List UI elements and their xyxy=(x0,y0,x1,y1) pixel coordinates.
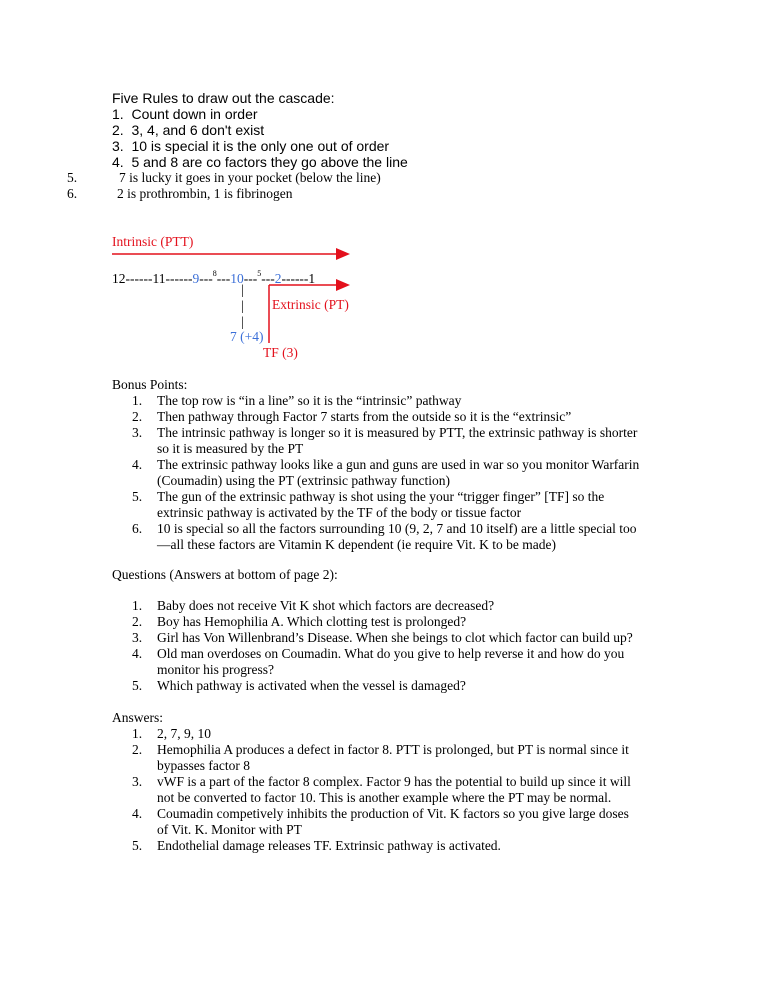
item-line: —all these factors are Vitamin K dependent (ie require Vit. K to be made) xyxy=(157,537,556,552)
rule-text: 7 is lucky it goes in your pocket (below the line) xyxy=(119,170,381,185)
item-line: extrinsic pathway is activated by the TF of the body or tissue factor xyxy=(157,505,522,520)
item-number: 1. xyxy=(132,393,143,408)
item-number: 5. xyxy=(132,678,143,693)
item-line: Then pathway through Factor 7 starts from the outside so it is the “extrinsic” xyxy=(157,409,572,424)
item-line: The gun of the extrinsic pathway is shot using the your “trigger finger” [TF] so the xyxy=(157,489,605,504)
bonus-item xyxy=(112,425,672,457)
item-line: Boy has Hemophilia A. Which clotting test is prolonged? xyxy=(157,614,467,629)
item-number: 6. xyxy=(132,521,143,536)
answer-item xyxy=(112,742,672,774)
item-line: Baby does not receive Vit K shot which factors are decreased? xyxy=(157,598,495,613)
intrinsic-arrowhead xyxy=(336,248,350,260)
item-line: Old man overdoses on Coumadin. What do you give to help reverse it and how do you xyxy=(157,646,625,661)
extrinsic-arrowhead xyxy=(336,279,350,291)
rule-number: 4. xyxy=(112,154,124,170)
factor-9: 9 xyxy=(192,271,200,286)
rule-text: 3, 4, and 6 don't exist xyxy=(131,122,265,138)
bonus-item xyxy=(112,409,672,425)
answer-item xyxy=(112,726,672,742)
connector: --- xyxy=(216,271,231,286)
pipe: | xyxy=(241,314,244,329)
answer-item xyxy=(112,774,672,806)
rule-number: 1. xyxy=(112,106,124,122)
bonus-item xyxy=(112,521,672,553)
pipe: | xyxy=(241,298,244,313)
item-line: (Coumadin) using the PT (extrinsic pathway function) xyxy=(157,473,450,488)
item-number: 4. xyxy=(132,806,143,821)
item-line: Hemophilia A produces a defect in factor 8. PTT is prolonged, but PT is normal since it xyxy=(157,742,629,757)
item-number: 1. xyxy=(132,598,143,613)
bonus-item xyxy=(112,457,672,489)
bonus-list xyxy=(112,393,672,553)
connector: --- xyxy=(199,271,213,286)
bonus-heading: Bonus Points: xyxy=(112,377,188,392)
bonus-item xyxy=(112,489,672,521)
item-number: 5. xyxy=(132,838,143,853)
item-line: The top row is “in a line” so it is the “intrinsic” pathway xyxy=(157,393,462,408)
item-line: 2, 7, 9, 10 xyxy=(157,726,211,741)
item-line: vWF is a part of the factor 8 complex. Factor 9 has the potential to build up since it will xyxy=(157,774,631,789)
factor-5: 5 xyxy=(257,269,262,278)
pathway-arrows xyxy=(0,0,768,400)
rule-number: 5. xyxy=(67,170,78,185)
item-number: 5. xyxy=(132,489,143,504)
cascade-row xyxy=(112,266,315,287)
answer-item xyxy=(112,806,672,838)
question-item xyxy=(112,598,672,614)
connector: --- xyxy=(243,271,258,286)
rule-number: 3. xyxy=(112,138,124,154)
item-number: 3. xyxy=(132,630,143,645)
item-line: of Vit. K. Monitor with PT xyxy=(157,822,302,837)
factor-2: 2 xyxy=(274,271,282,286)
item-line: monitor his progress? xyxy=(157,662,274,677)
item-line: Endothelial damage releases TF. Extrinsic pathway is activated. xyxy=(157,838,501,853)
question-item xyxy=(112,614,672,630)
tissue-factor: TF (3) xyxy=(263,345,298,360)
factor-1: ------1 xyxy=(281,271,316,286)
rule-text: Count down in order xyxy=(131,106,258,122)
item-number: 2. xyxy=(132,409,143,424)
item-number: 3. xyxy=(132,425,143,440)
bonus-item xyxy=(112,393,672,409)
item-line: 10 is special so all the factors surrounding 10 (9, 2, 7 and 10 itself) are a little special too xyxy=(157,521,637,536)
item-line: The extrinsic pathway looks like a gun and guns are used in war so you monitor Warfarin xyxy=(157,457,640,472)
item-line: so it is measured by the PT xyxy=(157,441,304,456)
connector: --- xyxy=(261,271,275,286)
item-line: bypasses factor 8 xyxy=(157,758,250,773)
item-line: Girl has Von Willenbrand’s Disease. When she beings to clot which factor can build up? xyxy=(157,630,633,645)
item-line: Coumadin competively inhibits the production of Vit. K factors so you give large doses xyxy=(157,806,629,821)
rule-number: 2. xyxy=(112,122,124,138)
rule-text: 2 is prothrombin, 1 is fibrinogen xyxy=(117,186,293,201)
intrinsic-label: Intrinsic (PTT) xyxy=(112,234,194,249)
answers-list xyxy=(112,726,672,854)
factor-10: 10 xyxy=(230,271,244,286)
item-number: 4. xyxy=(132,457,143,472)
item-number: 2. xyxy=(132,614,143,629)
question-item xyxy=(112,646,672,678)
rule-text: 5 and 8 are co factors they go above the line xyxy=(131,154,408,170)
item-number: 2. xyxy=(132,742,143,757)
rule-number: 6. xyxy=(67,186,78,201)
factor-12-11: 12------11------ xyxy=(112,271,193,286)
extrinsic-label: Extrinsic (PT) xyxy=(272,297,349,312)
item-number: 4. xyxy=(132,646,143,661)
question-item xyxy=(112,678,672,694)
item-line: Which pathway is activated when the vessel is damaged? xyxy=(157,678,466,693)
pipe: | xyxy=(241,282,244,297)
answer-item xyxy=(112,838,672,854)
item-line: The intrinsic pathway is longer so it is measured by PTT, the extrinsic pathway is shorter xyxy=(157,425,638,440)
factor-8: 8 xyxy=(212,269,217,278)
question-item xyxy=(112,630,672,646)
questions-list xyxy=(112,598,672,694)
questions-heading: Questions (Answers at bottom of page 2): xyxy=(112,567,338,582)
item-number: 3. xyxy=(132,774,143,789)
factor-7: 7 (+4) xyxy=(230,329,264,344)
item-number: 1. xyxy=(132,726,143,741)
answers-heading: Answers: xyxy=(112,710,163,725)
rule-text: 10 is special it is the only one out of order xyxy=(131,138,390,154)
rules-heading: Five Rules to draw out the cascade: xyxy=(112,90,335,106)
item-line: not be converted to factor 10. This is another example where the PT may be normal. xyxy=(157,790,612,805)
